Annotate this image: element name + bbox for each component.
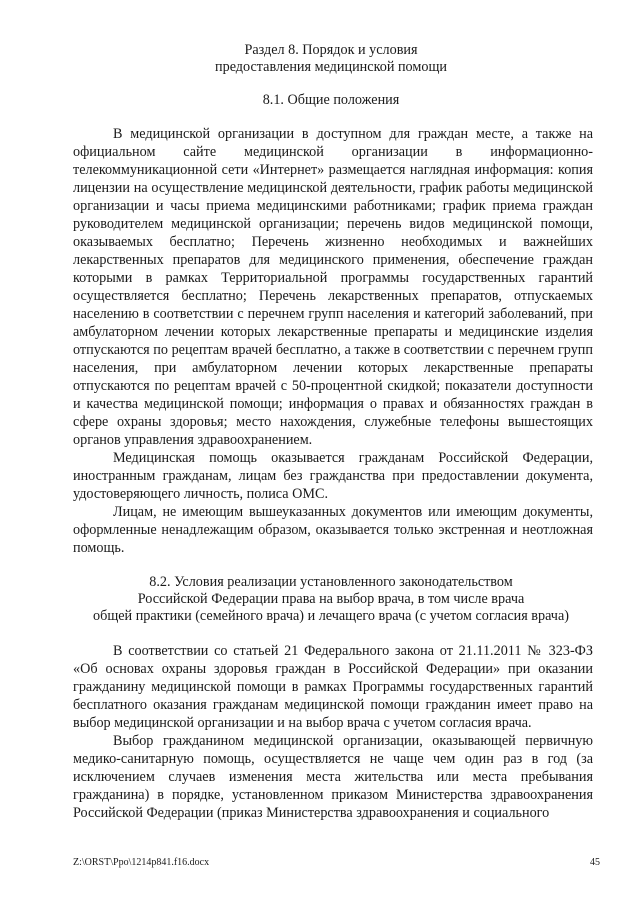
subsection-2-title bbox=[40, 574, 622, 625]
paragraph: Медицинская помощь оказывается гражданам Российской Федерации, иностранным гражданам, лицам без гражданства при предоставлении документа, удостоверяющего личность, полиса ОМС. bbox=[73, 450, 593, 502]
subsection-2-title-line-1: 8.2. Условия реализации установленного законодательством bbox=[149, 574, 513, 590]
subsection-2-title-line-3: общей практики (семейного врача) и лечащего врача (с учетом согласия врача) bbox=[93, 608, 569, 624]
subsection-1-title: 8.1. Общие положения bbox=[262, 92, 400, 108]
paragraph: Лицам, не имеющим вышеуказанных документов или имеющим документы, оформленные ненадлежащим образом, оказывается только экстренная и неотложная помощь. bbox=[73, 504, 593, 556]
footer-file-path: Z:\ORST\Ppo\1214p841.f16.docx bbox=[73, 857, 210, 868]
subsection-2-title-line-2: Российской Федерации права на выбор врача, в том числе врача bbox=[137, 591, 525, 607]
paragraph: Выбор гражданином медицинской организации, оказывающей первичную медико-санитарную помощь, осуществляется не чаще чем один раз в год (за исключением случаев изменения места жительства или места пребывания гражданина) в порядке, установленном приказом Министерства здравоохранения Российской Федерации (приказ Министерства здравоохранения и социального bbox=[73, 733, 593, 821]
section-title-line-1: Раздел 8. Порядок и условия bbox=[244, 42, 418, 58]
subsection-2-body bbox=[73, 642, 593, 822]
section-title-line-2: предоставления медицинской помощи bbox=[215, 59, 447, 75]
subsection-1-body bbox=[73, 125, 593, 557]
section-title bbox=[40, 42, 622, 76]
page-number: 45 bbox=[590, 857, 600, 868]
paragraph: В медицинской организации в доступном для граждан месте, а также на официальном сайте медицинской организации в информационно-телекоммуникационной сети «Интернет» размещается наглядная информация: копия лицензии на осуществление медицинской деятельности, график работы медицинской организации и часы приема медицинскими работниками; график приема граждан руководителем медицинской организации; перечень видов медицинской помощи, оказываемых бесплатно; Перечень жизненно необходимых и важнейших лекарственных препаратов для медицинского применения, обеспечение граждан которыми в рамках Территориальной программы государственных гарантий осуществляется бесплатно; Перечень лекарственных препаратов, отпускаемых населению в соответствии с перечнем групп населения и категорий заболеваний, при амбулаторном лечении которых лекарственные препараты и медицинские изделия отпускаются по рецептам врачей бесплатно, а также в соответствии с перечнем групп населения, при амбулаторном лечении которых лекарственные препараты отпускаются по рецептам врачей с 50-процентной скидкой; показатели доступности и качества медицинской помощи; информация о правах и обязанностях граждан в сфере охраны здоровья; место нахождения, служебные телефоны вышестоящих органов управления здравоохранением. bbox=[73, 126, 593, 448]
paragraph: В соответствии со статьей 21 Федерального закона от 21.11.2011 № 323-ФЗ «Об основах охраны здоровья граждан в Российской Федерации» при оказании гражданину медицинской помощи в рамках Программы государственных гарантий бесплатного оказания гражданам медицинской помощи гражданин имеет право на выбор медицинской организации и на выбор врача с учетом согласия врача. bbox=[73, 643, 593, 731]
